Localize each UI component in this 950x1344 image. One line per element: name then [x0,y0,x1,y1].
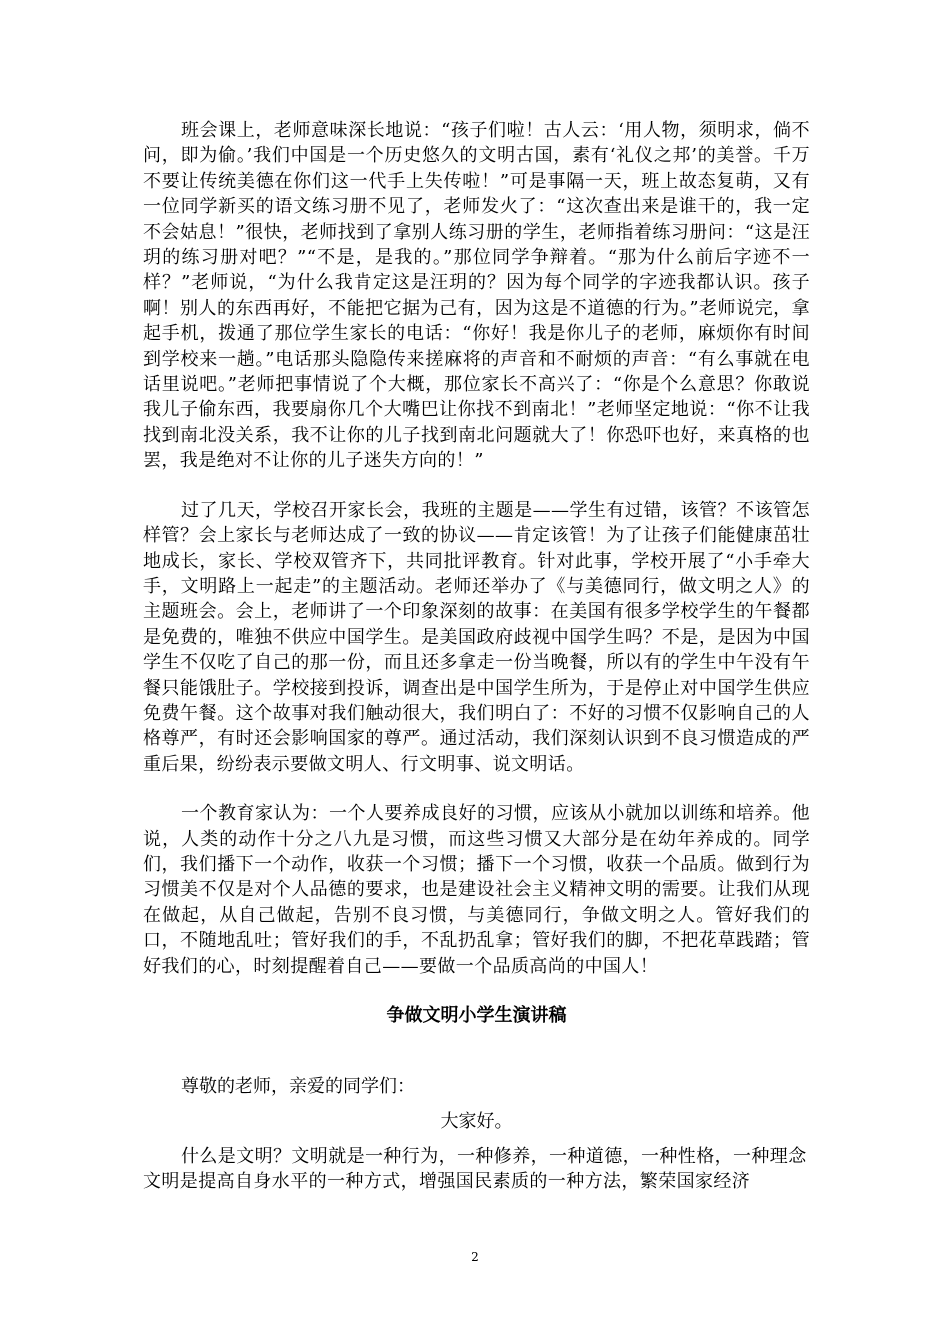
page-number: 2 [471,1250,479,1264]
body-paragraph: 一个教育家认为：一个人要养成良好的习惯，应该从小就加以训练和培养。他说，人类的动作十分之八九是习惯，而这些习惯又大部分是在幼年养成的。同学们，我们播下一个动作，收获一个习惯；播下一个习惯，收获一个品质。做到行为习惯美不仅是对个人品德的要求，也是建设社会主义精神文明的需要。让我们从现在做起，从自己做起，告别不良习惯，与美德同行，争做文明之人。管好我们的口，不随地乱吐；管好我们的手，不乱扔乱拿；管好我们的脚，不把花草践踏；管好我们的心，时刻提醒着自己——要做一个品质高尚的中国人！ [143,803,810,977]
greeting: 大家好。 [440,1111,513,1132]
body-paragraph: 过了几天，学校召开家长会，我班的主题是——学生有过错，该管？不该管怎样管？会上家长与老师达成了一致的协议——肯定该管！为了让孩子们能健康茁壮地成长，家长、学校双管齐下，共同批评教育。针对此事，学校开展了“小手牵大手，文明路上一起走”的主题活动。老师还举办了《与美德同行，做文明之人》的主题班会。会上，老师讲了一个印象深刻的故事：在美国有很多学校学生的午餐都是免费的，唯独不供应中国学生。是美国政府歧视中国学生吗？不是，是因为中国学生不仅吃了自己的那一份，而且还多拿走一份当晚餐，所以有的学生中午没有午餐只能饿肚子。学校接到投诉，调查出是中国学生所为，于是停止对中国学生供应免费午餐。这个故事对我们触动很大，我们明白了：不好的习惯不仅影响自己的人格尊严，有时还会影响国家的尊严。通过活动，我们深刻认识到不良习惯造成的严重后果，纷纷表示要做文明人、行文明事、说文明话。 [143,499,810,775]
body-paragraph: 什么是文明？文明就是一种行为，一种修养，一种道德，一种性格，一种理念文明是提高自身水平的一种方式，增强国民素质的一种方法，繁荣国家经济 [143,1146,807,1193]
speech-title: 争做文明小学生演讲稿 [386,1005,567,1026]
document-page [143,118,810,1195]
body-paragraph: 班会课上，老师意味深长地说：“孩子们啦！古人云：‘用人物，须明求，倘不问，即为偷。’我们中国是一个历史悠久的文明古国，素有‘礼仪之邦’的美誉。千万不要让传统美德在你们这一代手上失传啦！”可是事隔一天，班上故态复萌，又有一位同学新买的语文练习册不见了，老师发火了：“这次查出来是谁干的，我一定不会姑息！”很快，老师找到了拿别人练习册的学生，老师指着练习册问：“这是汪玥的练习册对吧？”“不是，是我的。”那位同学争辩着。“那为什么前后字迹不一样？”老师说，“为什么我肯定这是汪玥的？因为每个同学的字迹我都认识。孩子啊！别人的东西再好，不能把它据为己有，因为这是不道德的行为。”老师说完，拿起手机，拨通了那位学生家长的电话：“你好！我是你儿子的老师，麻烦你有时间到学校来一趟。”电话那头隐隐传来搓麻将的声音和不耐烦的声音：“有么事就在电话里说吧。”老师把事情说了个大概，那位家长不高兴了：“你是个么意思？你敢说我儿子偷东西，我要扇你几个大嘴巴让你找不到南北！”老师坚定地说：“你不让我找到南北没关系，我不让你的儿子找到南北问题就大了！你恐吓也好，来真格的也罢，我是绝对不让你的儿子迷失方向的！” [143,120,810,472]
salutation: 尊敬的老师，亲爱的同学们： [181,1076,415,1097]
